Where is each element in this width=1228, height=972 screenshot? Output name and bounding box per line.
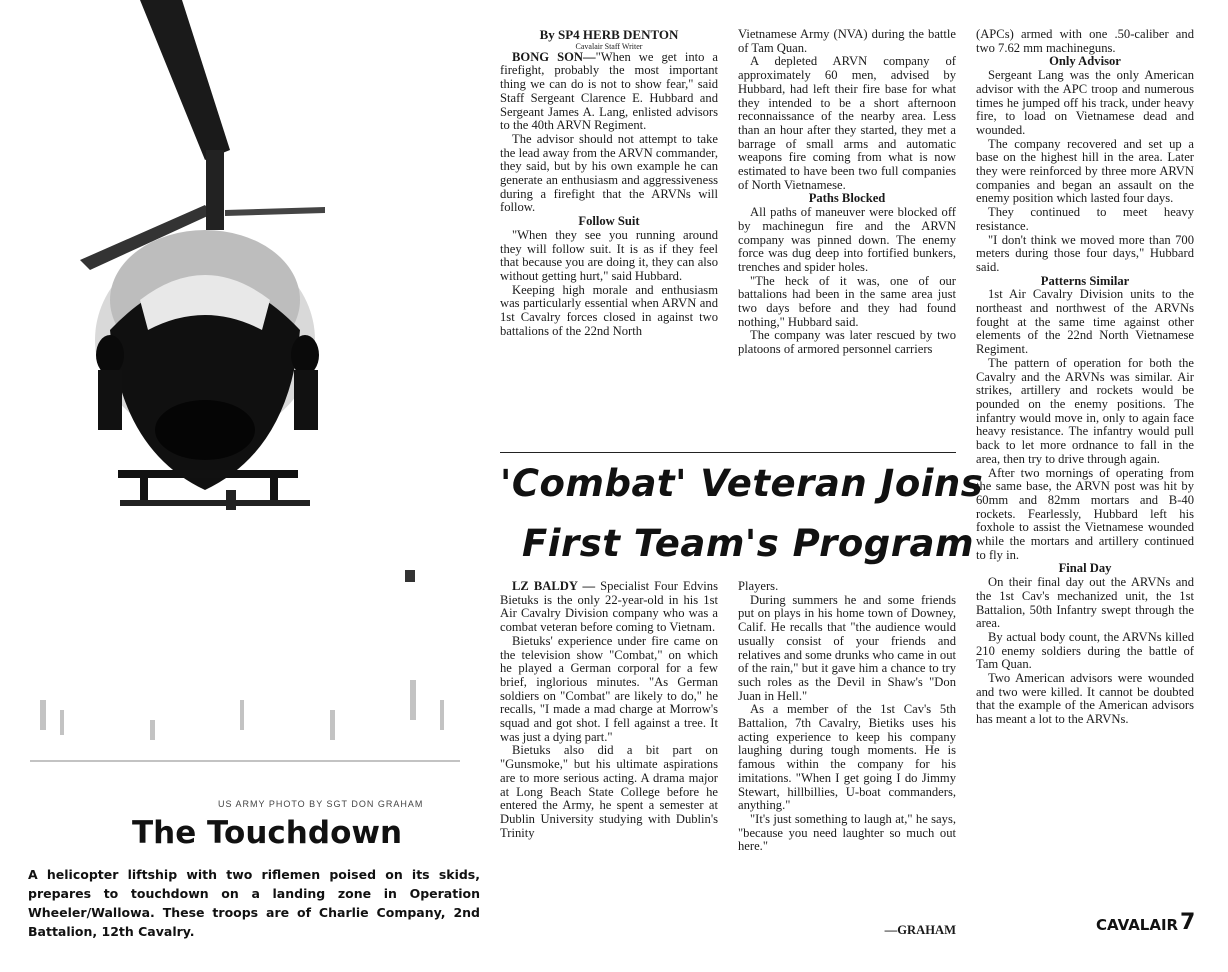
paragraph	[500, 51, 718, 133]
paragraph: Keeping high morale and enthusiasm was particularly essential when ARVN and 1st Cavalry forces closed in against two battalions of the 22nd North	[500, 282, 718, 338]
combat-column-1	[500, 580, 718, 840]
folio-name: CAVALAIR	[1096, 916, 1179, 934]
paragraph: Players.	[738, 579, 779, 593]
paragraph: "When they see you running around they will follow suit. It is as if they feel that because you are doing it, they can also without getting hurt," said Hubbard.	[500, 227, 718, 283]
paragraph: By actual body count, the ARVNs killed 210 enemy soldiers during the battle of Tam Quan.	[976, 629, 1194, 672]
paragraph-text: Specialist Four Edvins Bietuks is the only 22-year-old in his 1st Air Cavalry Division company who was a combat veteran before coming to Vietnam.	[500, 579, 718, 635]
paragraph: 1st Air Cavalry Division units to the northeast and northwest of the ARVNs fought at the same time against other elements of the 22nd North Vietnamese Regiment.	[976, 287, 1194, 357]
combat-headline-line-1: 'Combat' Veteran Joins	[500, 462, 984, 505]
advisors-column-3	[976, 28, 1194, 727]
combat-column-2	[738, 580, 956, 854]
subhead: Only Advisor	[1049, 54, 1121, 69]
paragraph: "It's just something to laugh at," he says, "because you need laughter so much out here."	[738, 811, 956, 854]
paragraph: As a member of the 1st Cav's 5th Battalion, 7th Cavalry, Bietiks uses his acting experience to keep his company laughing during tough moments. He is famous within the company for his imitations. "When I get going I do Jimmy Stewart, hillbillies, U-boat commanders, anything."	[738, 702, 956, 813]
paragraph: On their final day out the ARVNs and the 1st Cav's mechanized unit, the 1st Battalion, 50th Infantry swept through the area.	[976, 575, 1194, 631]
paragraph: "The heck of it was, one of our battalions had been in the same area just two days before and they had found nothing," Hubbard said.	[738, 273, 956, 329]
paragraph-text: "When we get into a firefight, probably the most important thing we can do is not to show fear," said Staff Sergeant Clarence E. Hubbard and Sergeant James A. Lang, enlisted advisors to the 40th ARVN Regiment.	[500, 49, 718, 133]
section-divider	[500, 452, 956, 453]
advisors-column-2	[738, 28, 956, 357]
byline: By SP4 HERB DENTON	[539, 27, 679, 42]
paragraph: A depleted ARVN company of approximately 60 men, advised by Hubbard, had left their fire base for what they intended to be a short afternoon reconnaissance of the nearby area. Less than an hour after they started, they met a barrage of small arms and automatic weapons fire coming from what is now estimated to have been two full companies of North Vietnamese.	[738, 54, 956, 192]
photo-caption: A helicopter liftship with two riflemen poised on its skids, prepares to touchdown on a landing zone in Operation Wheeler/Wallowa. These troops are of Charlie Company, 2nd Battalion, 12th Cavalry.	[28, 867, 480, 939]
dateline: BONG SON—	[512, 49, 596, 64]
paragraph: Two American advisors were wounded and two were killed. It cannot be doubted that the example of the American advisors has meant a lot to the ARVNs.	[976, 671, 1194, 727]
paragraph: Bietuks' experience under fire came on the television show "Combat," on which he played a German corporal for a few brief, inglorious minutes. "As German soldiers on "Combat" are likely to do," he recalls, "I made a mad charge at Morrow's squad and got shot. I fell against a tree. It was just a dying part."	[500, 633, 718, 744]
paragraph: After two mornings of operating from the same base, the ARVN post was hit by 60mm and 82mm mortars and B-40 rockets. Fearlessly, Hubbard left his foxhole to assist the Vietnamese wounded while the mortars and artillery continued to fly in.	[976, 465, 1194, 562]
helicopter-illustration	[0, 0, 470, 800]
paragraph: The company recovered and set up a base on the highest hill in the area. Later they were reinforced by three more ARVN companies and began an assault on the enemy position which lasted four days.	[976, 136, 1194, 206]
advisors-column-1	[500, 28, 718, 338]
paragraph: "I don't think we moved more than 700 meters during those four days," Hubbard said.	[976, 232, 1194, 274]
folio-page-number: 7	[1180, 910, 1196, 935]
subhead: Patterns Similar	[1040, 273, 1130, 288]
paragraph: Vietnamese Army (NVA) during the battle of Tam Quan.	[738, 27, 956, 55]
paragraph: Sergeant Lang was the only American advisor with the APC troop and numerous times he jumped off his track, under heavy fire, to load on Vietnamese dead and wounded.	[976, 68, 1194, 137]
paragraph: The advisor should not attempt to take the lead away from the ARVN commander, they said, but by his own example he can generate an enthusiasm and aggressiveness during a firefight that the ARVNs will follow.	[500, 131, 718, 215]
subhead: Follow Suit	[578, 214, 640, 229]
paragraph: The pattern of operation for both the Cavalry and the ARVNs was similar. Air strikes, artillery and rockets would be pounded on the enemy positions. The infantry would move in, only to again face heavy resistance. The infantry would pull back to let more ordnance to fall in the area, then try to drive through again.	[976, 355, 1194, 466]
paragraph: All paths of maneuver were blocked off by machinegun fire and the ARVN company was pinned down. The enemy force was dug deep into fortified bunkers, trenches and spider holes.	[738, 205, 956, 274]
paragraph: (APCs) armed with one .50-caliber and two 7.62 mm machineguns.	[976, 27, 1194, 55]
subhead: Final Day	[1058, 561, 1112, 576]
paragraph	[500, 580, 718, 635]
paragraph: During summers he and some friends put on plays in his home town of Downey, Calif. He recalls that "the audience would usually consist of your friends and relatives and some drunks who came in out of the rain," but it gave him a chance to try such roles as the Devil in Shaw's "Don Juan in Hell."	[738, 592, 956, 703]
paragraph: They continued to meet heavy resistance.	[976, 205, 1194, 233]
combat-signature-wrap	[738, 920, 956, 938]
combat-signature: —GRAHAM	[884, 923, 956, 937]
dateline: LZ BALDY —	[512, 579, 601, 593]
photo-credit: US ARMY PHOTO BY SGT DON GRAHAM	[218, 799, 424, 809]
subhead: Paths Blocked	[808, 191, 886, 206]
helicopter-photo	[0, 0, 470, 800]
paragraph: The company was later rescued by two platoons of armored personnel carriers	[738, 328, 956, 357]
paragraph: Bietuks also did a bit part on "Gunsmoke," but his ultimate aspirations are to more serious acting. A drama major at Long Beach State College before he entered the Army, he spent a semester at Dublin University studying with Dublin's Trinity	[500, 743, 718, 840]
byline-staff: Cavalair Staff Writer	[575, 41, 643, 51]
combat-headline-line-2: First Team's Program	[522, 522, 975, 565]
photo-title: The Touchdown	[132, 815, 403, 851]
